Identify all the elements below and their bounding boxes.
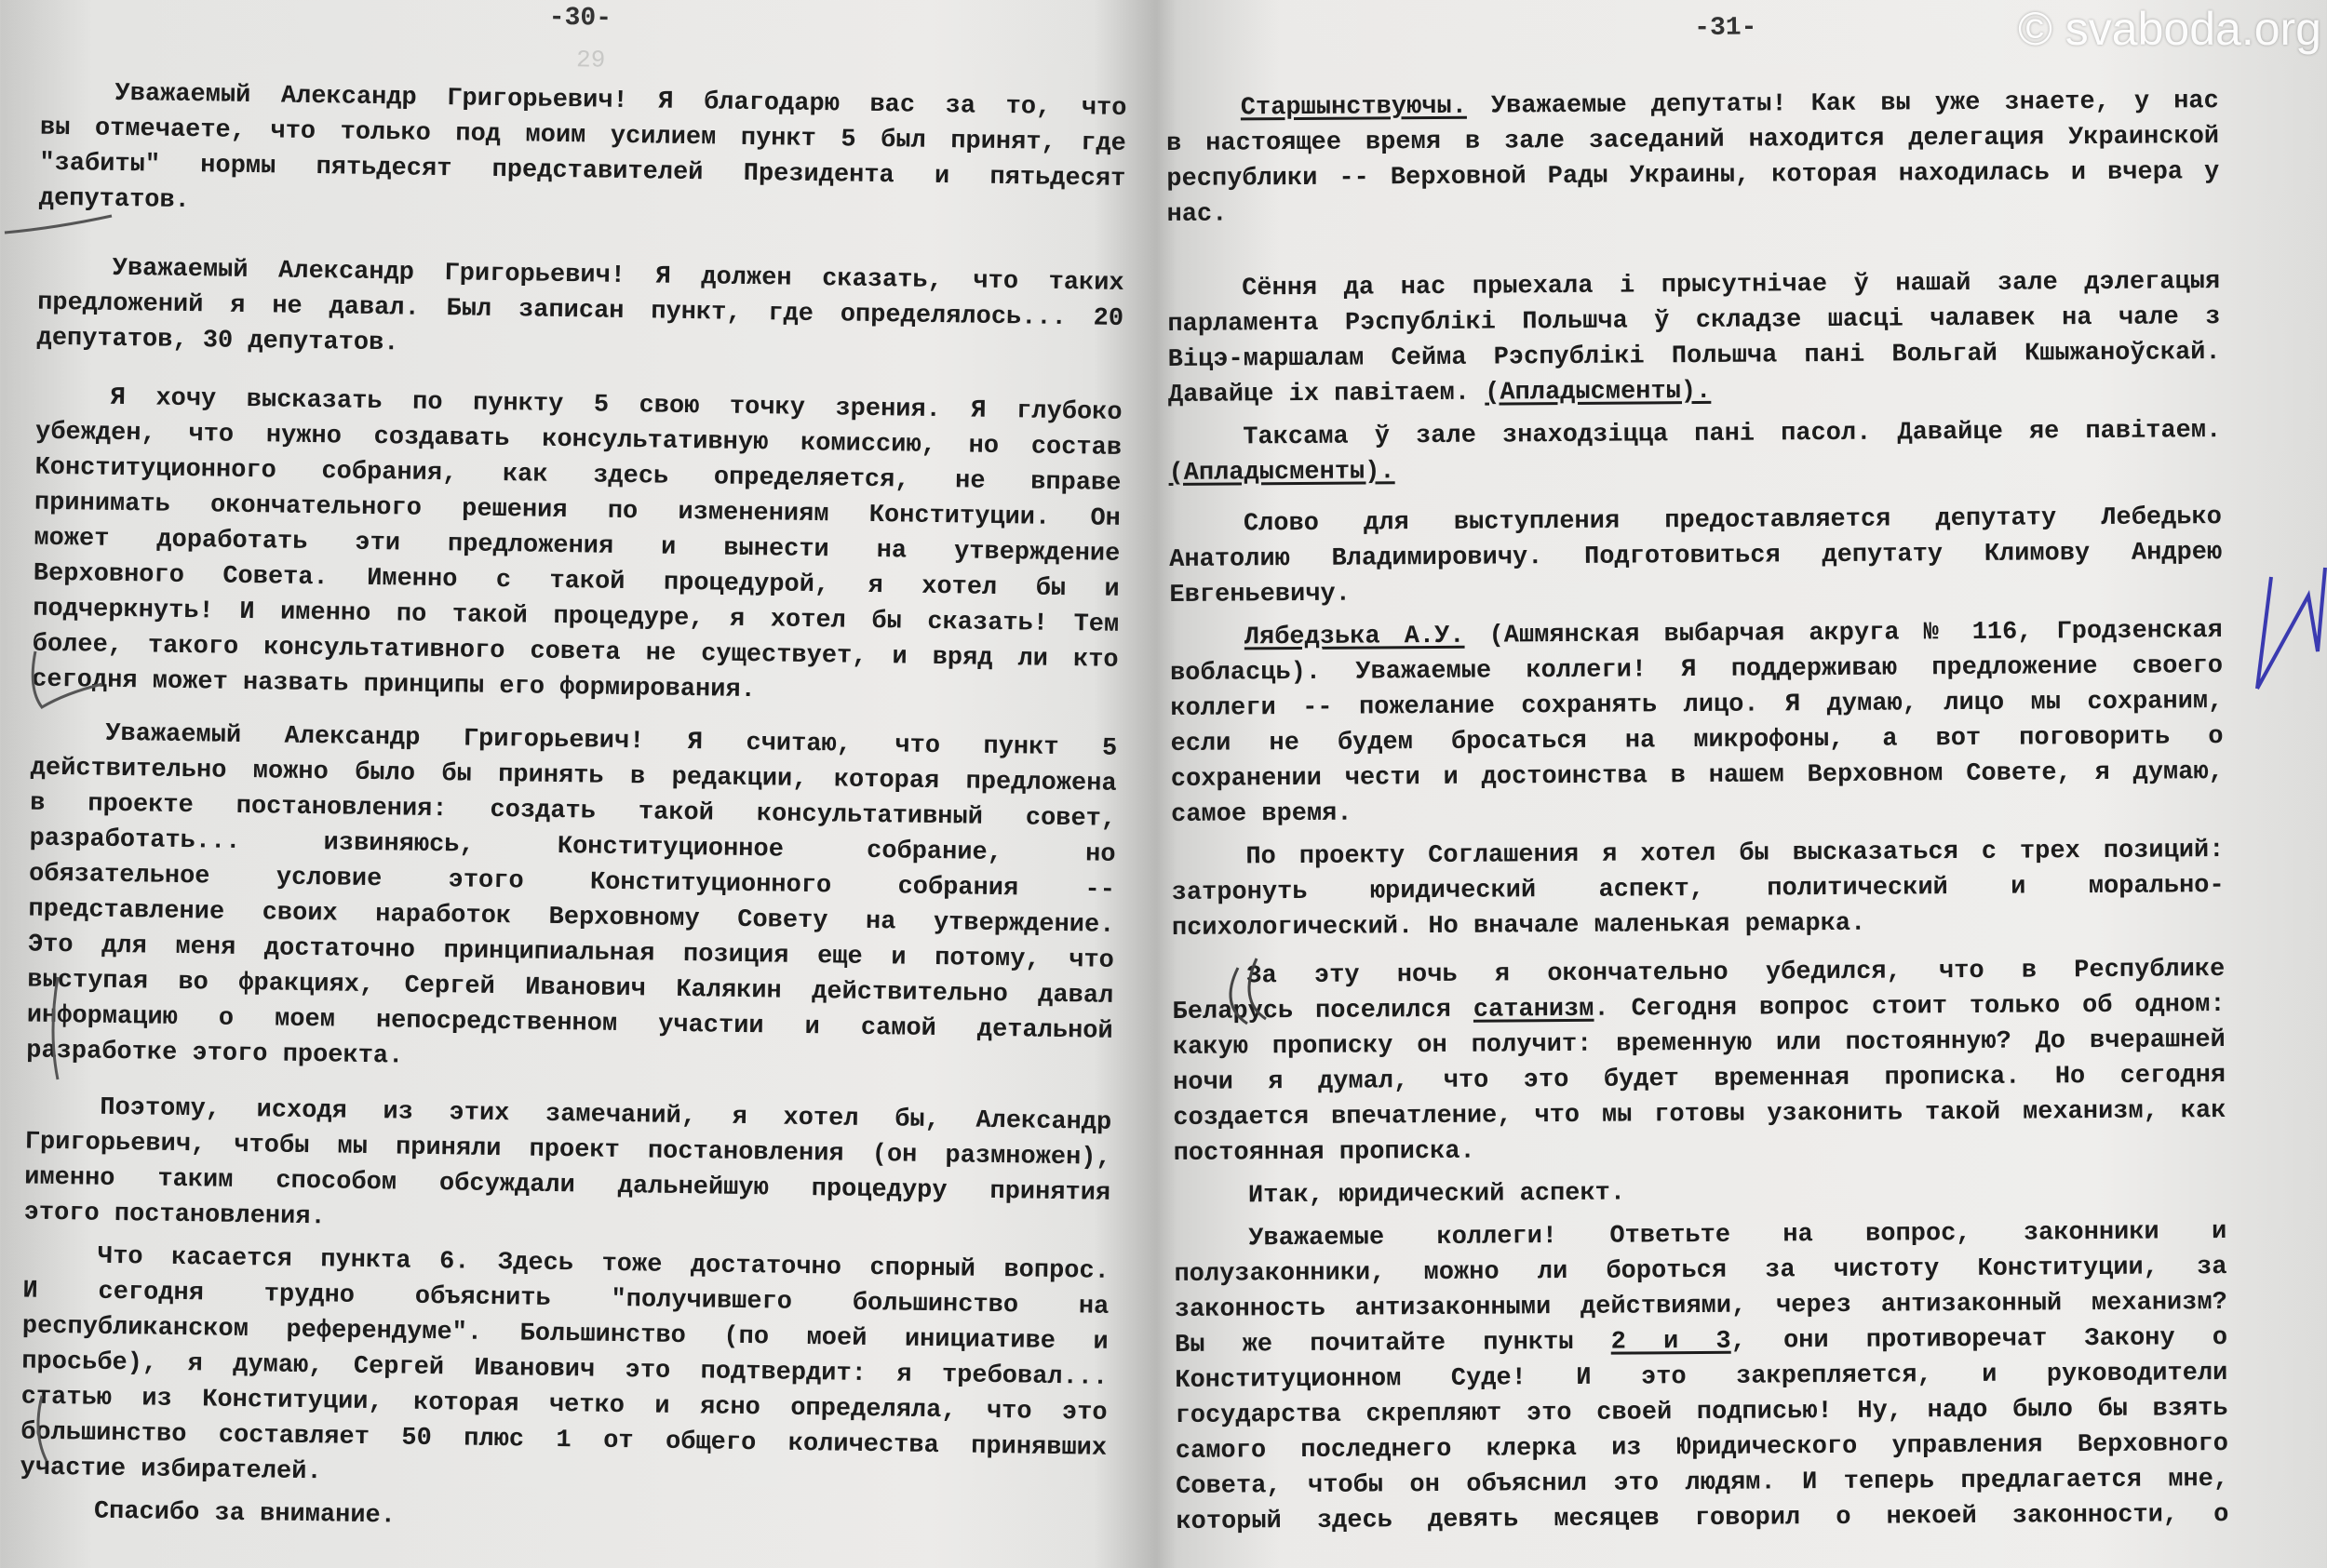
text-line: статью из Конституции, которая четко и ясно определяла, что это bbox=[20, 1383, 1108, 1427]
text-line: просьбе), я думаю, Сергей Иванович это подтвердит: я требовал... bbox=[21, 1347, 1109, 1392]
text-line: "забиты" нормы пятьдесят представителей Президента и пятьдесят bbox=[39, 149, 1126, 194]
text-line: принимать окончательного решения по изменениям Конституции. Он bbox=[34, 489, 1122, 533]
text-line: в проекте постановления: создать такой консультативный совет, bbox=[29, 789, 1117, 834]
bleed-through-page-number: 29 bbox=[575, 46, 606, 74]
text-line: действительно можно было бы принять в редакции, которая предложена bbox=[30, 754, 1117, 798]
text-line: Итак, юридический аспект. bbox=[1247, 1179, 1626, 1211]
text-line: Уважаемый Александр Григорьевич! Я благодарю вас за то, что bbox=[114, 79, 1127, 123]
text-line: сохранении чести и достоинства в нашем Верховном Совете, я думаю, bbox=[1170, 758, 2224, 794]
paragraph bbox=[1171, 833, 2225, 946]
paragraph bbox=[1166, 84, 2220, 233]
text-line: Уважаемые коллеги! Ответьте на вопрос, законники и bbox=[1248, 1218, 2227, 1253]
text-line: подчеркнуть! И именно по такой процедуре, я хотел бы сказать! Тем bbox=[33, 595, 1120, 639]
text-line: Совета, чтобы он объяснил это людям. И теперь предлагается мне, bbox=[1176, 1466, 2229, 1501]
paragraph bbox=[1169, 500, 2223, 613]
paragraph bbox=[32, 380, 1123, 714]
text-line: ночи я думал, что это будет временная прописка. Но сегодня bbox=[1173, 1062, 2226, 1097]
paragraph bbox=[1168, 413, 2222, 491]
text-line: законность антизаконными действиями, через антизаконный механизм? bbox=[1174, 1289, 2227, 1324]
text-line: выступая во фракциях, Сергей Иванович Калякин действительно давал bbox=[27, 966, 1114, 1011]
text-line: парламента Рэспублікі Польшча ў складзе шасці чалавек на чале з bbox=[1167, 303, 2221, 339]
text-line: в настоящее время в зале заседаний находится делегация Украинской bbox=[1165, 123, 2220, 158]
text-segment: Вы же почитайте пункты bbox=[1174, 1328, 1611, 1360]
text-segment: Уважаемые депутаты! Как вы уже знаете, у нас bbox=[1466, 87, 2219, 121]
text-line: какую прописку он получит: временную или постоянную? До вчерашней bbox=[1172, 1026, 2226, 1062]
page-number: -30- bbox=[548, 3, 612, 34]
text-line: государства скрепляют это своей подписью! Ну, надо было бы взять bbox=[1175, 1395, 2228, 1430]
paragraph bbox=[20, 1493, 1106, 1544]
paragraph bbox=[1174, 1172, 2226, 1214]
text-line: депутатов. bbox=[38, 184, 191, 216]
text-line: большинство составляет 50 плюс 1 от общего количества принявших bbox=[20, 1418, 1108, 1463]
paragraph bbox=[26, 716, 1118, 1085]
text-line: вы отмечаете, что только под моим усилием пункт 5 был принят, где bbox=[39, 114, 1127, 158]
text-line: разработать... извиняюсь, Конституционное собрание, но bbox=[29, 824, 1116, 869]
text-line: Уважаемый Александр Григорьевич! Я считаю, что пункт 5 bbox=[105, 719, 1118, 763]
text-line: По проекту Соглашения я хотел бы высказаться с трех позиций: bbox=[1245, 837, 2225, 872]
paragraph bbox=[1170, 613, 2225, 833]
text-line: участие избирателей. bbox=[20, 1454, 322, 1487]
text-line: Уважаемый Александр Григорьевич! Я должен сказать, что таких bbox=[112, 254, 1124, 298]
text-line: постоянная прописка. bbox=[1173, 1137, 1475, 1168]
paragraph bbox=[1172, 952, 2226, 1172]
text-line: Конституционном Суде! И это закрепляется, и руководители bbox=[1175, 1360, 2228, 1395]
text-line: самое время. bbox=[1171, 799, 1352, 829]
underlined-text: (Апладысменты). bbox=[1168, 458, 1395, 488]
text-line: республики -- Верховной Рады Украины, которая находилась и вчера у bbox=[1166, 158, 2220, 194]
text-line: разработке этого проекта. bbox=[26, 1037, 404, 1071]
text-segment: Беларусь поселился bbox=[1172, 996, 1473, 1026]
underlined-text: (Апладысменты). bbox=[1485, 377, 1712, 408]
text-line: убежден, что нужно создавать консультативную комиссию, но состав bbox=[34, 418, 1123, 462]
text-line: Верховного Совета. Именно с такой процедурой, я хотел бы и bbox=[33, 559, 1120, 604]
paragraph bbox=[36, 250, 1124, 372]
text-line: И сегодня трудно объяснить "получившего большинство на bbox=[22, 1277, 1110, 1321]
text-line: коллеги -- пожелание сохранять лицо. Я думаю, лицо мы сохраним, bbox=[1170, 688, 2224, 723]
underlined-text: 2 и 3 bbox=[1610, 1327, 1731, 1357]
text-segment: . Сегодня вопрос стоит только об одном: bbox=[1594, 991, 2226, 1024]
text-line: предложений я не давал. Был записан пункт, где определялось... 20 bbox=[36, 288, 1124, 333]
paragraph bbox=[23, 1090, 1111, 1247]
text-line: Поэтому, исходя из этих замечаний, я хотел бы, Александр bbox=[100, 1093, 1112, 1137]
text-segment: Давайце іх павітаем. bbox=[1167, 379, 1486, 409]
text-line: представление своих наработок Верховному Совету на утверждение. bbox=[28, 895, 1115, 940]
text-line: Что касается пункта 6. Здесь тоже достаточно спорный вопрос. bbox=[97, 1242, 1110, 1286]
text-line: сегодня может назвать принципы его формирования. bbox=[31, 665, 757, 705]
paragraph bbox=[1167, 264, 2221, 413]
right-page bbox=[1164, 0, 2327, 1551]
text-line: Я хочу высказать по пункту 5 свою точку зрения. Я глубоко bbox=[110, 383, 1123, 427]
paragraph bbox=[20, 1239, 1110, 1502]
text-segment: , они противоречат Закону о bbox=[1730, 1324, 2228, 1356]
text-line: если не будем бросаться на микрофоны, а вот поговорить о bbox=[1170, 723, 2224, 758]
text-line: За эту ночь я окончательно убедился, что в Республике bbox=[1246, 956, 2226, 991]
text-line: создается впечатление, что мы готовы узаконить такой механизм, как bbox=[1173, 1097, 2226, 1132]
text-line bbox=[1168, 370, 2221, 413]
watermark: © svaboda.org bbox=[2018, 3, 2321, 55]
text-line: Анатолию Владимировичу. Подготовиться депутату Климову Андрею bbox=[1169, 539, 2223, 574]
text-line: именно таким способом обсуждали дальнейшую процедуру принятия bbox=[24, 1163, 1111, 1208]
text-line: психологический. Но вначале маленькая ремарка. bbox=[1171, 909, 1866, 943]
text-line: самого последнего клерка из Юридического управления Верховного bbox=[1175, 1430, 2228, 1466]
text-line: Конституционного собрания, как здесь определяется, не вправе bbox=[34, 453, 1122, 498]
text-line: нас. bbox=[1166, 200, 1228, 229]
page-number: -31- bbox=[1694, 13, 1757, 44]
text-line: информацию о моем непосредственном участии и самой детальной bbox=[26, 1001, 1113, 1046]
text-line: Спасибо за внимание. bbox=[93, 1497, 397, 1531]
text-line: обязательное условие этого Конституционного собрания -- bbox=[28, 860, 1116, 905]
text-line: Евгеньевичу. bbox=[1169, 580, 1352, 610]
text-segment: (Ашмянская выбарчая акруга № 116, Гродзенская bbox=[1464, 617, 2223, 650]
paragraph bbox=[1174, 1214, 2228, 1540]
text-line: депутатов, 30 депутатов. bbox=[36, 324, 399, 358]
text-line: Слово для выступления предоставляется депутату Лебедько bbox=[1243, 503, 2223, 539]
paragraph bbox=[39, 75, 1127, 233]
underlined-text: Старшынствуючы. bbox=[1240, 92, 1467, 123]
text-line: полузаконники, можно ли бороться за чистоту Конституции, за bbox=[1174, 1253, 2227, 1289]
text-line: вобласць). Уважаемые коллеги! Я поддерживаю предложение своего bbox=[1169, 652, 2224, 688]
text-line: республиканском референдуме". Большинство (по моей инициативе и bbox=[21, 1312, 1109, 1357]
text-line: Это для меня достаточно принципиальная позиция еще и потому, что bbox=[27, 931, 1115, 975]
text-line: Таксама ў зале знаходзіцца пані пасол. Давайце яе павітаем. bbox=[1243, 417, 2222, 452]
text-line: который здесь девять месяцев говорил о некоей законности, о bbox=[1176, 1501, 2229, 1536]
text-line: этого постановления. bbox=[23, 1199, 326, 1232]
underlined-text: сатанизм bbox=[1473, 995, 1594, 1025]
text-line: более, такого консультативного совета не существует, и вряд ли кто bbox=[32, 630, 1119, 675]
text-line: Віцэ-маршалам Сейма Рэспублікі Польшча пані Вольгай Кшыжаноўскай. bbox=[1167, 339, 2221, 374]
text-line: Григорьевич, чтобы мы приняли проект постановления (он размножен), bbox=[24, 1128, 1111, 1173]
text-line bbox=[1168, 449, 2221, 491]
text-line: может доработать эти предложения и вынести на утверждение bbox=[34, 524, 1121, 569]
text-line: Сёння да нас прыехала і прысутнічае ў нашай зале дэлегацыя bbox=[1242, 268, 2221, 303]
text-line: затронуть юридический аспект, политический и морально- bbox=[1171, 872, 2225, 907]
underlined-text: Лябедзька А.У. bbox=[1244, 622, 1465, 652]
